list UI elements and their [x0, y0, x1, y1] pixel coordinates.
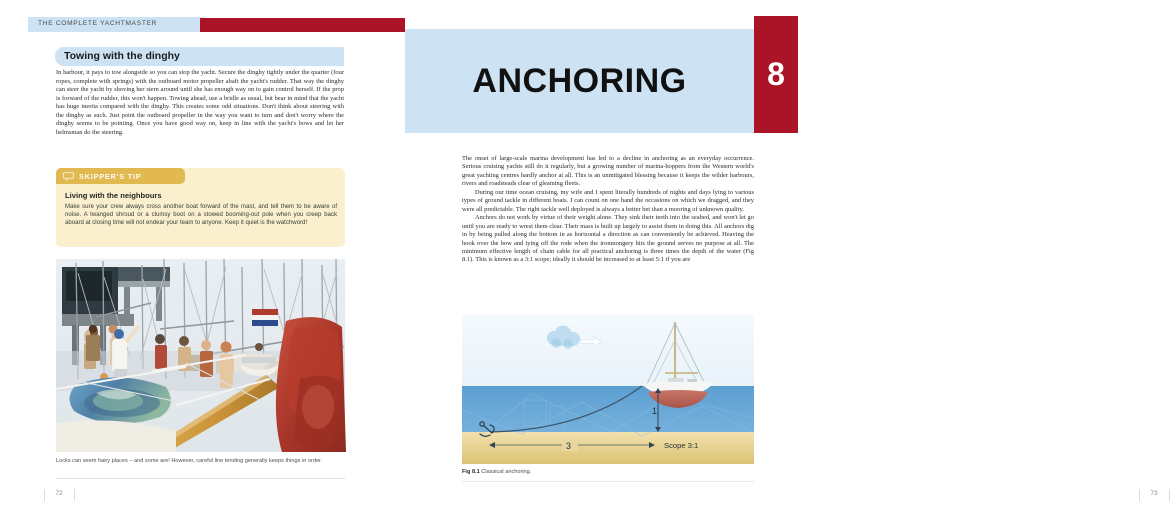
- folio-divider-left-b: [74, 489, 75, 501]
- section-title: Towing with the dinghy: [64, 50, 180, 62]
- dutch-flag: [252, 309, 278, 326]
- red-sail-cover: [276, 317, 346, 452]
- skippers-tip-header: [56, 168, 185, 184]
- depth-label: 1: [652, 406, 658, 416]
- marina-lock-photograph: [56, 259, 345, 452]
- paragraph: Anchors do not work by virtue of their weight alone. They sink their teeth into the seabed, and won't let go until you are ready to wrest them clear. Their mass is built up largely to assist them in doing this. All anchors dig in by being pulled along the bottom in as horizontal a direction as can conveniently be achieved. Heaving the hook over the bow and tying off the rode when the ironmongery hits the ground serves no purpose at all. The minimum effective length of chain cable for all practical anchoring is three times the depth of the water (Fig 8.1). This is known as a 3:1 scope; ideally it should be increased to at least 5:1 if you are: [462, 214, 754, 264]
- skippers-tip-box: [56, 168, 345, 247]
- skippers-tip-body: Make sure your crew always cross another boat forward of the mast, and tell them to be aware of noise. A twanged shroud or a clumsy boot on a stowed booming-out pole when you creep back aboard at closing time will not endear your team to anyone. Keep it quiet is the watchword!: [65, 204, 337, 227]
- folio-divider-left-a: [44, 489, 45, 501]
- header-red-block: [200, 18, 405, 32]
- photo-caption: Locks can seem hairy places – and some are! However, careful line tending generally keeps things in order.: [56, 458, 323, 464]
- speech-bubble-icon: [63, 172, 74, 181]
- paragraph: The onset of large-scale marina development has led to a decline in anchoring as an everyday occurrence. Serious cruising yachts still do it regularly, but a growing number of marina-hoppers from the Western world's great yachting centres hardly anchor at all. This is an unmitigated blessing because it keeps the wilder harbours, rivers and roadsteads clear of gleaming fleets.: [462, 155, 754, 188]
- paragraph: In harbour, it pays to tow alongside so you can stop the yacht. Secure the dinghy tightly under the quarter (four ropes, complete with springs) with the outboard motor propeller abaft the yacht's rudder. That way the dinghy can steer the yacht by shoving her stern around until she has enough way on to gain control herself. If the prop is forward of the rudder, this won't happen. Towing ahead, use a bridle as usual, but bear in mind that the yacht has huge inertia compared with the dinghy. This creates some odd situations. Don't think about steering with the dinghy as such. Just point the outboard propeller in the way you want to turn and don't worry where the dinghy seems to be pointing. Once you have good way on, keep in line with the yacht's bows and let her helmsman do the steering.: [56, 69, 344, 136]
- left-body-text: [56, 69, 344, 137]
- scope-label: Scope 3:1: [664, 441, 699, 450]
- left-page: [0, 0, 405, 527]
- figure-caption: [462, 469, 754, 475]
- photo-artwork: [56, 259, 345, 452]
- skippers-tip-subhead: Living with the neighbours: [65, 191, 162, 200]
- right-body-text: [462, 155, 754, 265]
- anchoring-diagram: [462, 314, 754, 464]
- skippers-tip-label: SKIPPER'S TIP: [79, 171, 142, 181]
- footer-rule-right: [462, 481, 754, 482]
- running-head: THE COMPLETE YACHTMASTER: [38, 20, 158, 27]
- paragraph: During our time ocean cruising, my wife and I spent literally hundreds of nights and days lying to various types of ground tackle in different boats. I can count on one hand the occasions on which we dragged, and they were all predictable. The right tackle well deployed is always a better bet than a mooring of unknown quality.: [462, 188, 754, 213]
- page-number-left: 72: [55, 490, 63, 497]
- anchoring-diagram-artwork: [462, 314, 754, 464]
- folio-divider-right-a: [1139, 489, 1140, 501]
- right-page: [405, 0, 1158, 527]
- page-number-right: 73: [1150, 490, 1158, 497]
- chapter-number: 8: [767, 56, 785, 92]
- figure-caption-label: Fig 8.1: [462, 469, 482, 475]
- distance-label: 3: [566, 441, 572, 451]
- chapter-title: ANCHORING: [472, 61, 687, 100]
- footer-rule-left: [56, 478, 345, 479]
- figure-caption-text: Classical anchoring.: [481, 469, 532, 475]
